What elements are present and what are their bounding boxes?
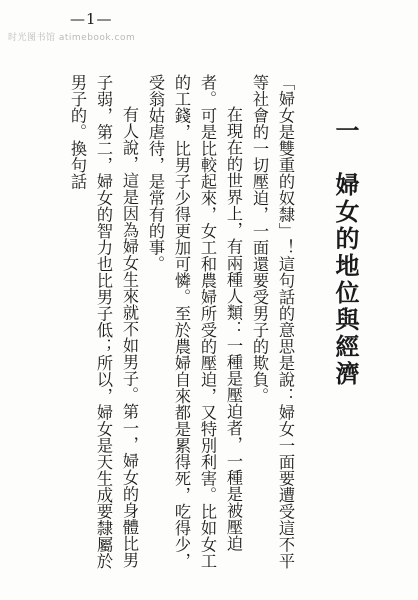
chapter-title: 一 婦女的地位與經濟 [331, 118, 360, 388]
paragraph-2: 在現在的世界上，有兩種人類：一種是壓迫者，一種是被壓迫者。可是比較起來，女工和農婦所受的壓迫，又特別利害。比如女工的工錢，比男子少得更加可憐。至於農婦自來都是累得死，吃得少，受翁姑虐待，是常有的事。 [146, 74, 243, 569]
page-number: —1— [70, 10, 113, 28]
paragraph-3: 有人說，這是因為婦女生來就不如男子。第一，婦女的身體比男子弱，第二，婦女的智力也比男子低；所以，婦女是天生成要隸屬於男子的。換句話 [68, 74, 139, 569]
body-text [64, 74, 298, 574]
watermark-text: 时光图书馆 atimebook.com [8, 33, 136, 43]
paragraph-1: 「婦女是雙重的奴隸」！這句話的意思是說：婦女一面要遭受這不平等社會的一切壓迫，一面還要受男子的欺負。 [250, 74, 295, 569]
